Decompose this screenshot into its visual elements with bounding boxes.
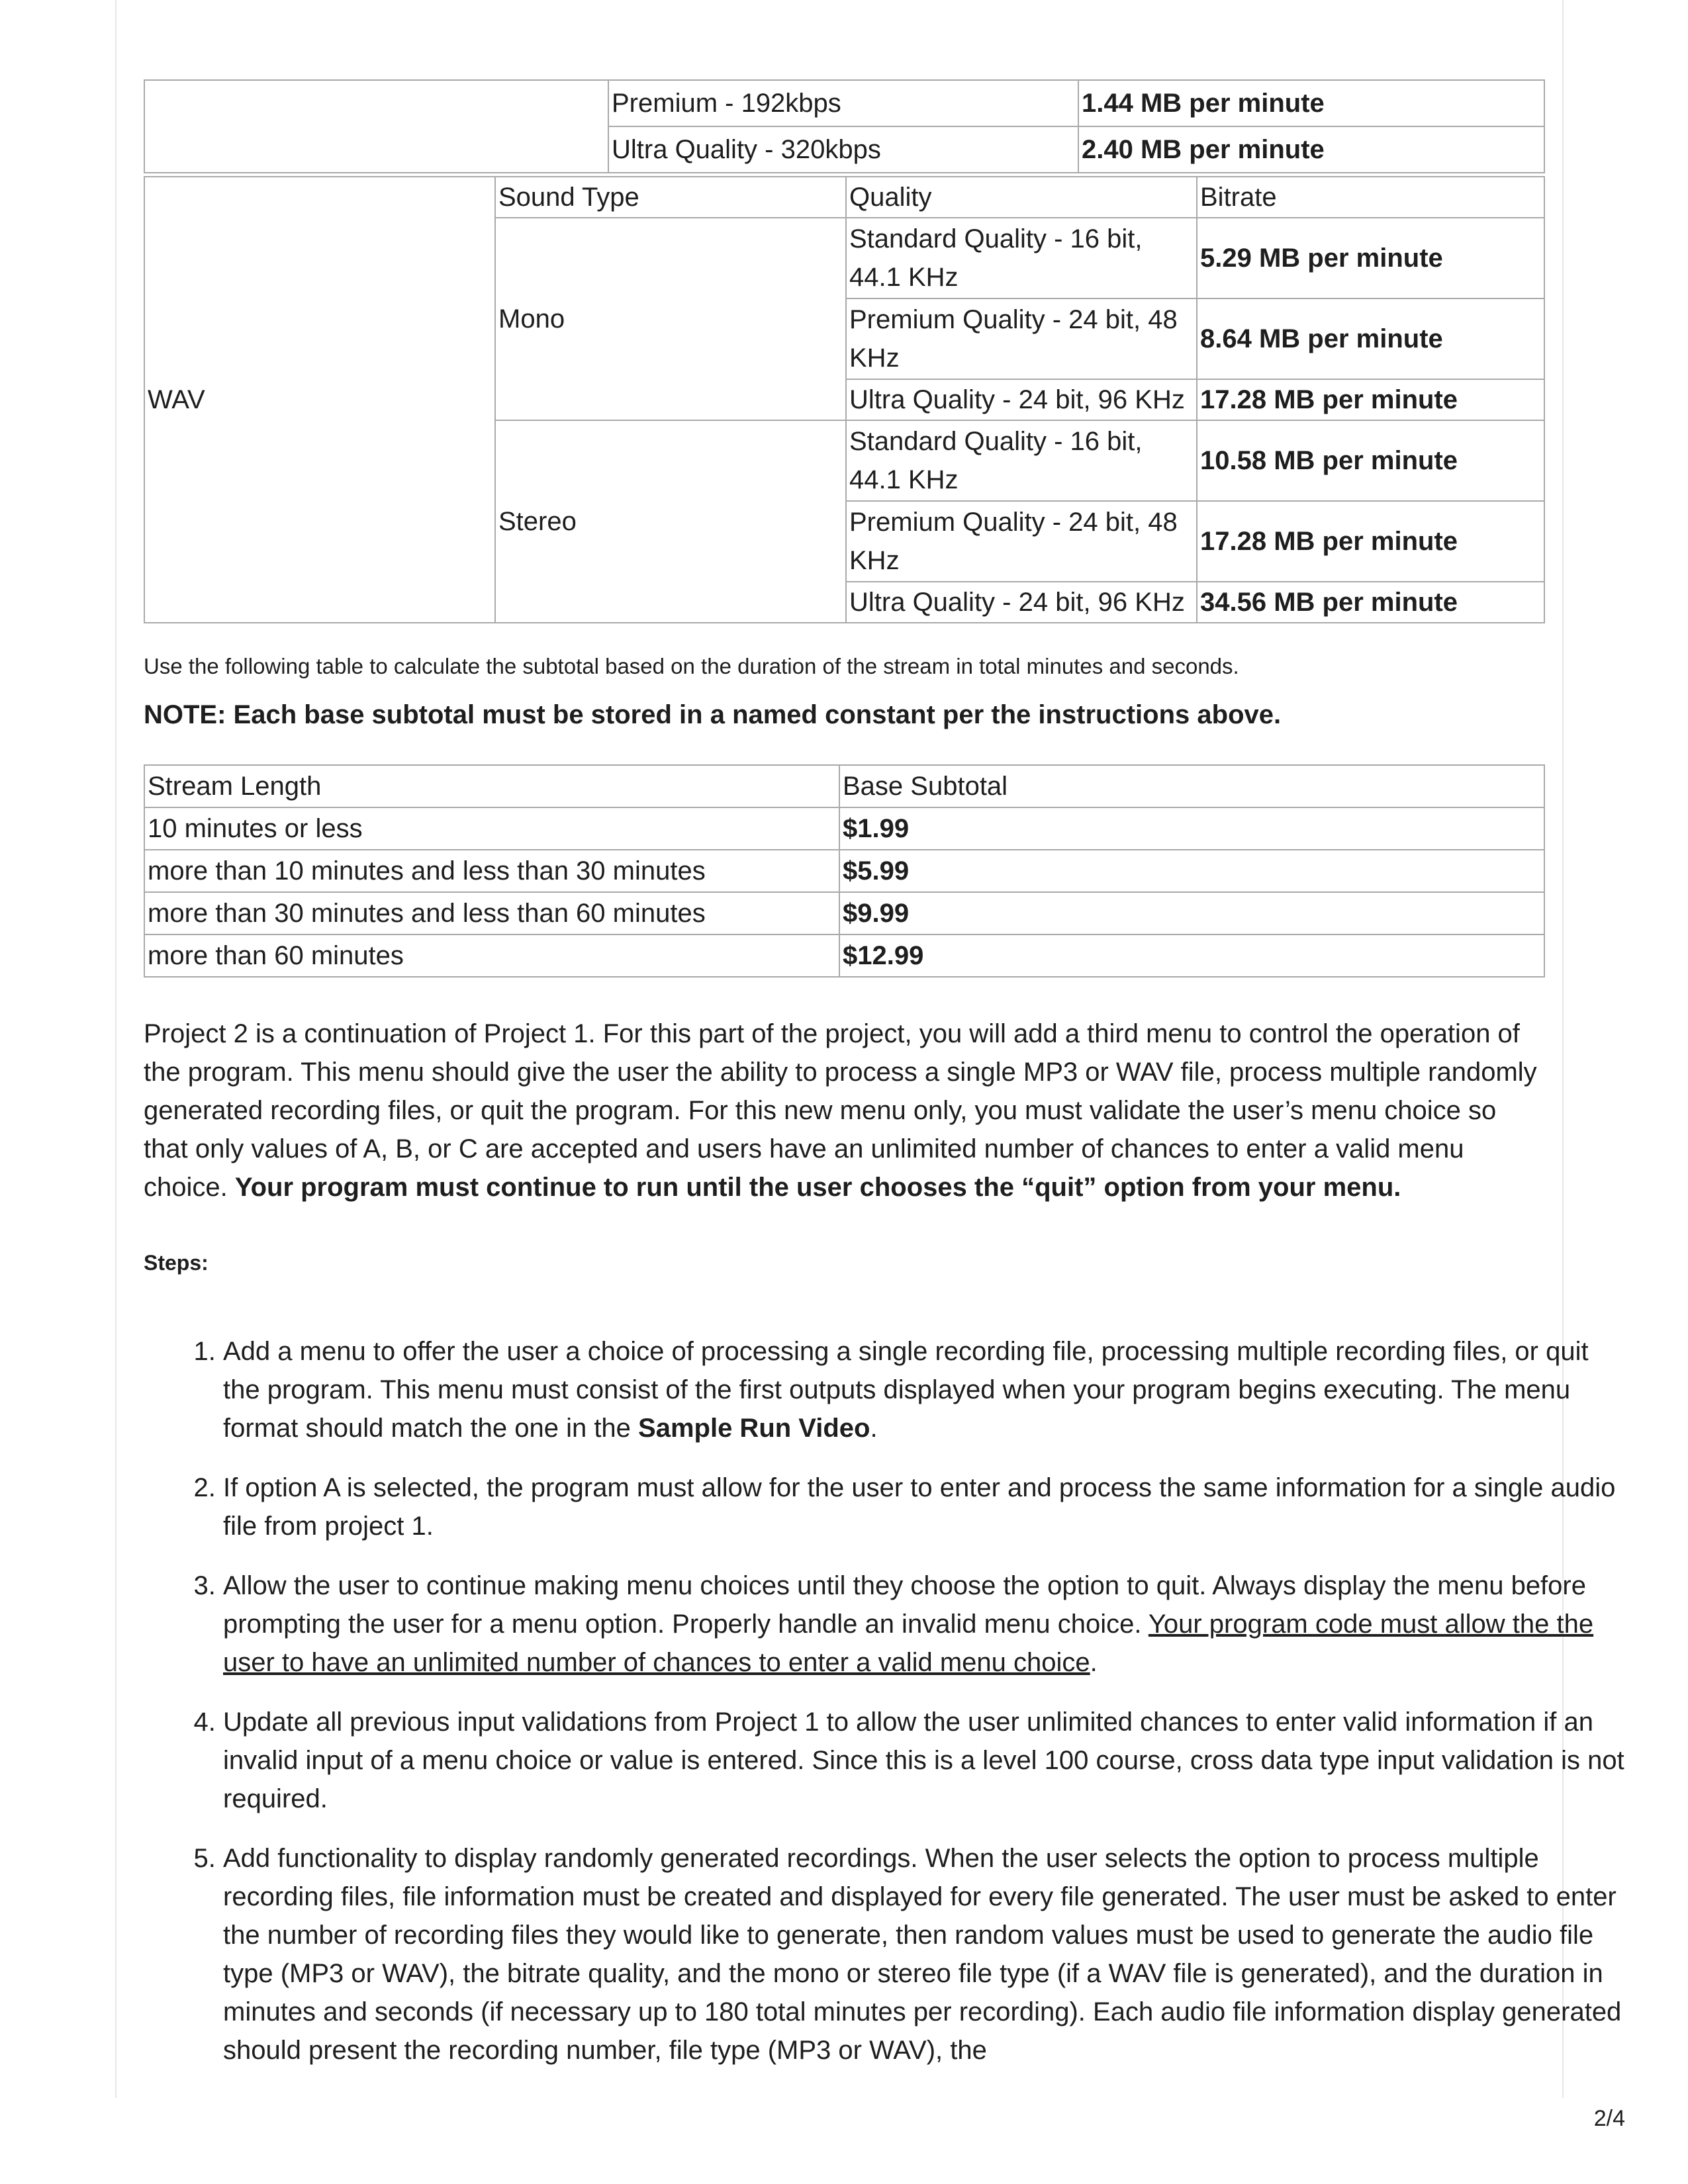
step-2-text: If option A is selected, the program must allow for the user to enter and process the same information for a single audio file from project 1. (223, 1473, 1616, 1541)
table-row (144, 807, 1544, 850)
bitrate-cell: 2.40 MB per minute (1078, 126, 1544, 173)
bitrate-cell: 5.29 MB per minute (1197, 218, 1544, 298)
quality-cell: Premium Quality - 24 bit, 48 KHz (846, 501, 1197, 582)
bitrate-cell: 1.44 MB per minute (1078, 80, 1544, 126)
bitrate-cell: 8.64 MB per minute (1197, 298, 1544, 379)
subtotal-cell: $5.99 (839, 850, 1544, 892)
length-cell: more than 30 minutes and less than 60 minutes (144, 892, 839, 934)
description-text: Project 2 is a continuation of Project 1. For this part of the project, you will add a third menu to control the operation of the program. This menu should give the user the ability to process a single MP3 or WAV file, process multiple randomly generated recording files, or quit the program. For this new menu only, you must validate the user’s menu choice so that only values of A, B, or C are accepted and users have an unlimited number of chances to enter a valid menu choice. (144, 1019, 1537, 1202)
table-row (144, 934, 1544, 977)
quality-cell: Standard Quality - 16 bit, 44.1 KHz (846, 420, 1197, 501)
quality-cell: Ultra Quality - 320kbps (608, 126, 1078, 173)
mp3-format-cell (144, 79, 608, 173)
steps-heading: Steps: (144, 1251, 209, 1275)
table-row (608, 80, 1544, 126)
note-text: NOTE: Each base subtotal must be stored in a named constant per the instructions above. (144, 700, 1282, 729)
step-3-underline: Your program code must allow the the user to have an unlimited number of chances to enter a valid menu choice (223, 1610, 1594, 1677)
step-3-text: Allow the user to continue making menu choices until they choose the option to quit. Always display the menu before prompting the user for a menu option. Properly handle an invalid menu choice. (223, 1571, 1586, 1639)
step-3-end: . (1090, 1648, 1098, 1677)
wav-table (144, 176, 1545, 623)
list-item (223, 1567, 1626, 1682)
header-stream-length: Stream Length (144, 765, 839, 807)
step-1-text: Add a menu to offer the user a choice of processing a single recording file, processing multiple recording files, or quit the program. This menu must consist of the first outputs displayed when your program begins executing. The menu format should match the one in the (223, 1337, 1589, 1443)
header-base-subtotal: Base Subtotal (839, 765, 1544, 807)
page-border-left (115, 0, 117, 2098)
quality-cell: Premium - 192kbps (608, 80, 1078, 126)
project-description (144, 1015, 1547, 1206)
subtotal-table (144, 764, 1545, 978)
table-row (144, 765, 1544, 807)
steps-list (144, 1332, 1626, 2091)
quality-cell: Standard Quality - 16 bit, 44.1 KHz (846, 218, 1197, 298)
bitrate-cell: 17.28 MB per minute (1197, 379, 1544, 420)
quality-cell: Ultra Quality - 24 bit, 96 KHz (846, 582, 1197, 623)
header-sound-type: Sound Type (495, 177, 846, 218)
page-number: 2/4 (1593, 2106, 1625, 2131)
mp3-table-tail (608, 79, 1545, 173)
intro-text: Use the following table to calculate the subtotal based on the duration of the stream in total minutes and seconds. (144, 654, 1239, 678)
sound-type-mono: Mono (495, 218, 846, 420)
sound-type-stereo: Stereo (495, 420, 846, 623)
length-cell: 10 minutes or less (144, 807, 839, 850)
bitrate-cell: 17.28 MB per minute (1197, 501, 1544, 582)
subtotal-cell: $12.99 (839, 934, 1544, 977)
step-1-end: . (870, 1414, 878, 1443)
length-cell: more than 10 minutes and less than 30 minutes (144, 850, 839, 892)
list-item (223, 1839, 1626, 2070)
list-item (223, 1703, 1626, 1818)
quality-cell: Ultra Quality - 24 bit, 96 KHz (846, 379, 1197, 420)
description-bold: Your program must continue to run until the user chooses the “quit” option from your menu. (234, 1173, 1401, 1202)
step-5-text: Add functionality to display randomly generated recordings. When the user selects the option to process multiple recording files, file information must be created and displayed for every file generated. The user must be asked to enter the number of recording files they would like to generate, then random values must be used to generate the audio file type (MP3 or WAV), the bitrate quality, and the mono or stereo file type (if a WAV file is generated), and the duration in minutes and seconds (if necessary up to 180 total minutes per recording). Each audio file information display generated should present the recording number, file type (MP3 or WAV), the (223, 1844, 1622, 2065)
list-item (223, 1332, 1626, 1447)
header-quality: Quality (846, 177, 1197, 218)
format-cell-wav: WAV (144, 177, 495, 623)
subtotal-cell: $1.99 (839, 807, 1544, 850)
step-4-text: Update all previous input validations from Project 1 to allow the user unlimited chances to enter valid information if an invalid input of a menu choice or value is entered. Since this is a level 100 course, cross data type input validation is not required. (223, 1707, 1624, 1813)
header-bitrate: Bitrate (1197, 177, 1544, 218)
table-row (608, 126, 1544, 173)
subtotal-cell: $9.99 (839, 892, 1544, 934)
quality-cell: Premium Quality - 24 bit, 48 KHz (846, 298, 1197, 379)
table-row (144, 177, 1544, 218)
length-cell: more than 60 minutes (144, 934, 839, 977)
bitrate-cell: 10.58 MB per minute (1197, 420, 1544, 501)
table-row (144, 850, 1544, 892)
sample-run-video-ref: Sample Run Video (638, 1414, 870, 1443)
table-row (144, 892, 1544, 934)
list-item (223, 1469, 1626, 1545)
bitrate-cell: 34.56 MB per minute (1197, 582, 1544, 623)
